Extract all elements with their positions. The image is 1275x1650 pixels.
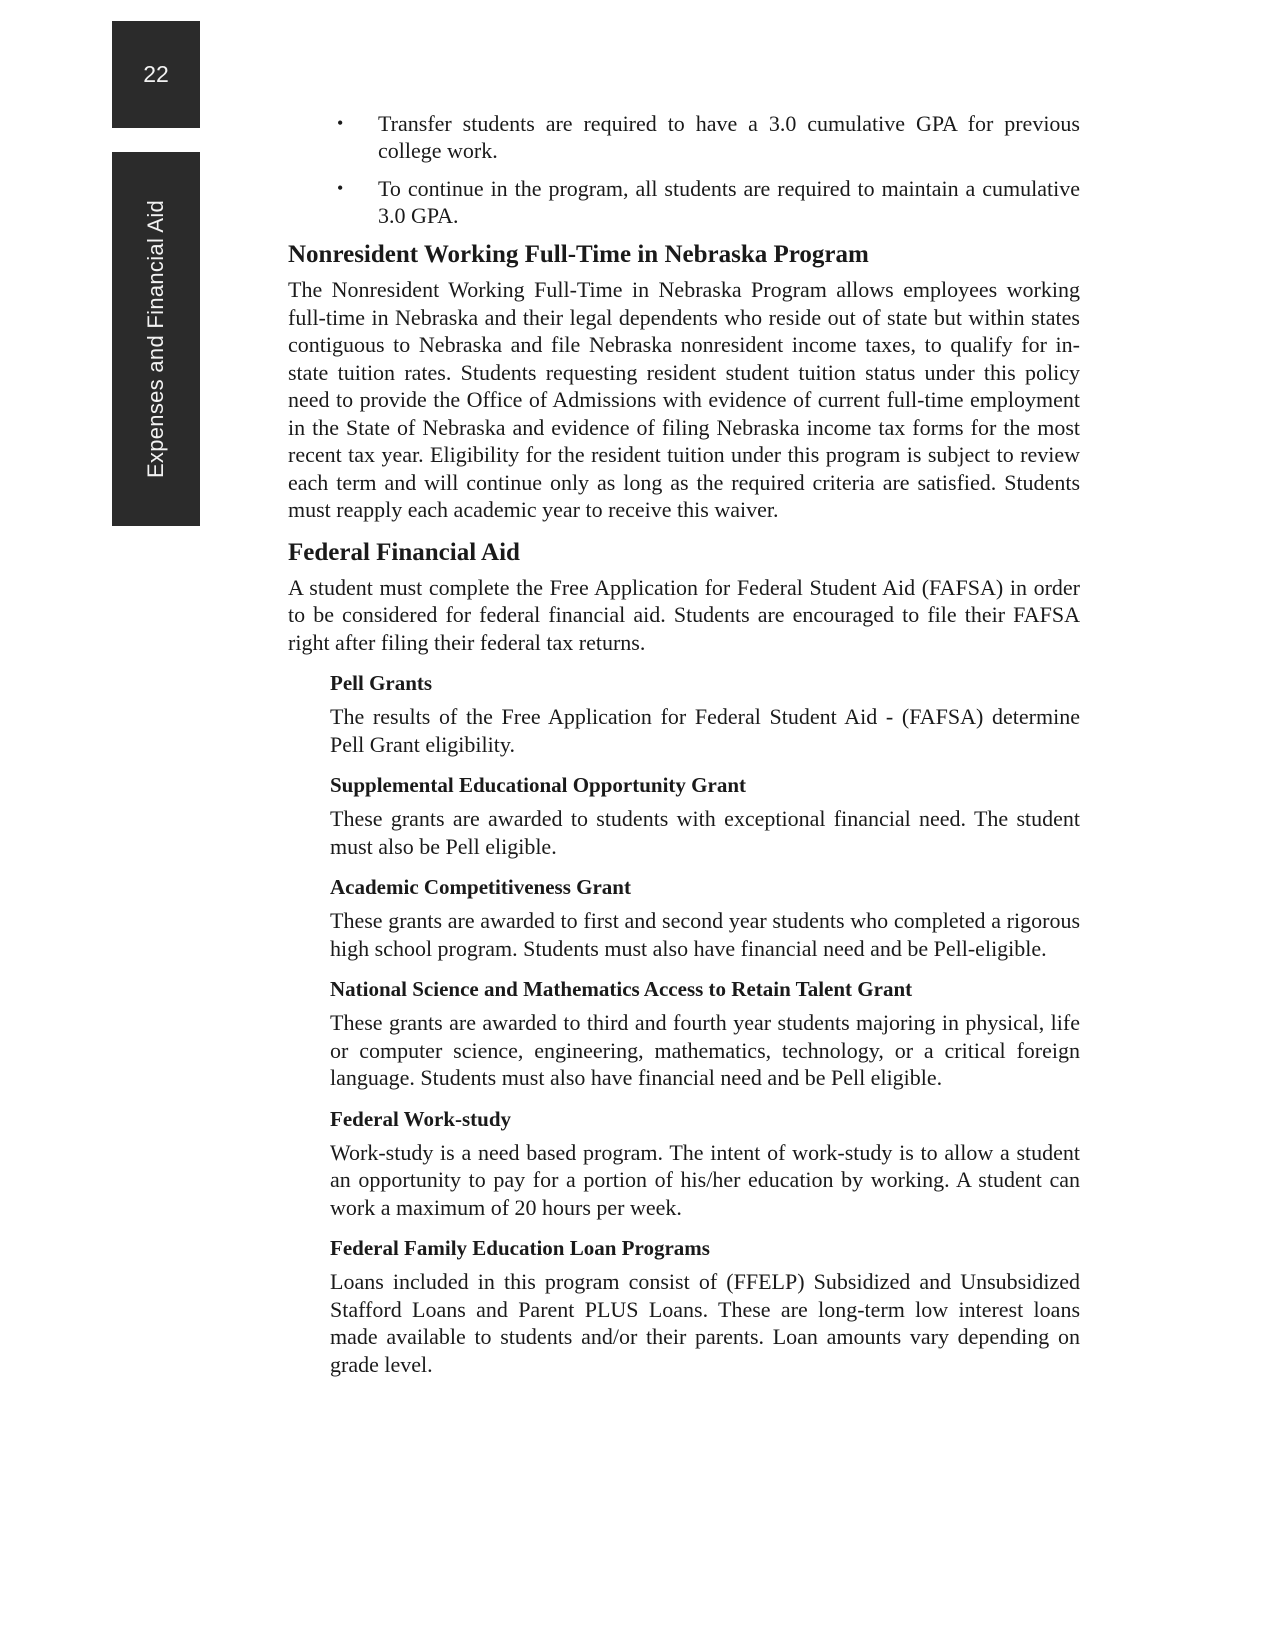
- list-item: [337, 110, 1080, 164]
- section-tab-label: Expenses and Financial Aid: [143, 199, 168, 479]
- seog-section: [288, 772, 1080, 860]
- requirements-bullet-list: [288, 110, 1080, 229]
- bullet-icon: •: [337, 178, 344, 198]
- federal-aid-heading: Federal Financial Aid: [288, 538, 520, 566]
- list-item: [337, 175, 1080, 229]
- subsection-body: These grants are awarded to students with exceptional financial need. The student must also be Pell eligible.: [330, 806, 1080, 859]
- subsection-title: Supplemental Educational Opportunity Grant: [330, 773, 746, 797]
- subsection-title: Pell Grants: [330, 671, 433, 695]
- pell-grants-section: [288, 670, 1080, 758]
- subsection-title: Academic Competitiveness Grant: [330, 875, 631, 899]
- bullet-icon: •: [337, 113, 344, 133]
- subsection-body: These grants are awarded to third and fourth year students majoring in physical, life or computer science, engineering, mathematics, technology, or a critical foreign language. Students must also have financial need and be Pell eligible.: [330, 1010, 1080, 1090]
- page-content: [288, 110, 1080, 1378]
- subsection-title: Federal Family Education Loan Programs: [330, 1236, 710, 1260]
- nonresident-body: The Nonresident Working Full-Time in Nebraska Program allows employees working full-time in Nebraska and their legal dependents who reside out of state but within states contiguous to Nebraska and file Nebraska nonresident income taxes, to qualify for in-state tuition rates. Students requesting resident student tuition status under this policy need to provide the Office of Admissions with evidence of current full-time employment in the State of Nebraska and evidence of filing Nebraska income tax forms for the most recent tax year. Eligibility for the resident tuition under this program is subject to review each term and will continue only as long as the required criteria are satisfied. Students must reapply each academic year to receive this waiver.: [288, 277, 1080, 522]
- smart-grant-section: [288, 976, 1080, 1092]
- ffelp-section: [288, 1235, 1080, 1378]
- subsection-body: The results of the Free Application for Federal Student Aid - (FAFSA) determine Pell Grant eligibility.: [330, 704, 1080, 757]
- section-tab: [112, 152, 200, 526]
- bullet-text: To continue in the program, all students are required to maintain a cumulative 3.0 GPA.: [378, 176, 1080, 228]
- subsection-title: Federal Work-study: [330, 1106, 512, 1131]
- subsection-title: National Science and Mathematics Access to Retain Talent Grant: [330, 977, 913, 1001]
- federal-aid-body: A student must complete the Free Application for Federal Student Aid (FAFSA) in order to be considered for federal financial aid. Students are encouraged to file their FAFSA right after filing their federal tax returns.: [288, 574, 1080, 655]
- subsection-body: Loans included in this program consist of (FFELP) Subsidized and Unsubsidized Stafford Loans and Parent PLUS Loans. These are long-term low interest loans made available to students and/or their parents. Loan amounts vary depending on grade level.: [330, 1269, 1080, 1377]
- page-number-tab: [112, 21, 200, 128]
- nonresident-heading: Nonresident Working Full-Time in Nebraska Program: [288, 241, 869, 268]
- page-number: 22: [143, 61, 169, 87]
- bullet-text: Transfer students are required to have a 3.0 cumulative GPA for previous college work.: [378, 111, 1080, 163]
- subsection-body: These grants are awarded to first and second year students who completed a rigorous high school program. Students must also have financial need and be Pell-eligible.: [330, 908, 1080, 961]
- subsection-body: Work-study is a need based program. The intent of work-study is to allow a student an opportunity to pay for a portion of his/her education by working. A student can work a maximum of 20 hours per week.: [330, 1139, 1080, 1220]
- academic-competitiveness-section: [288, 874, 1080, 962]
- work-study-section: [288, 1106, 1080, 1222]
